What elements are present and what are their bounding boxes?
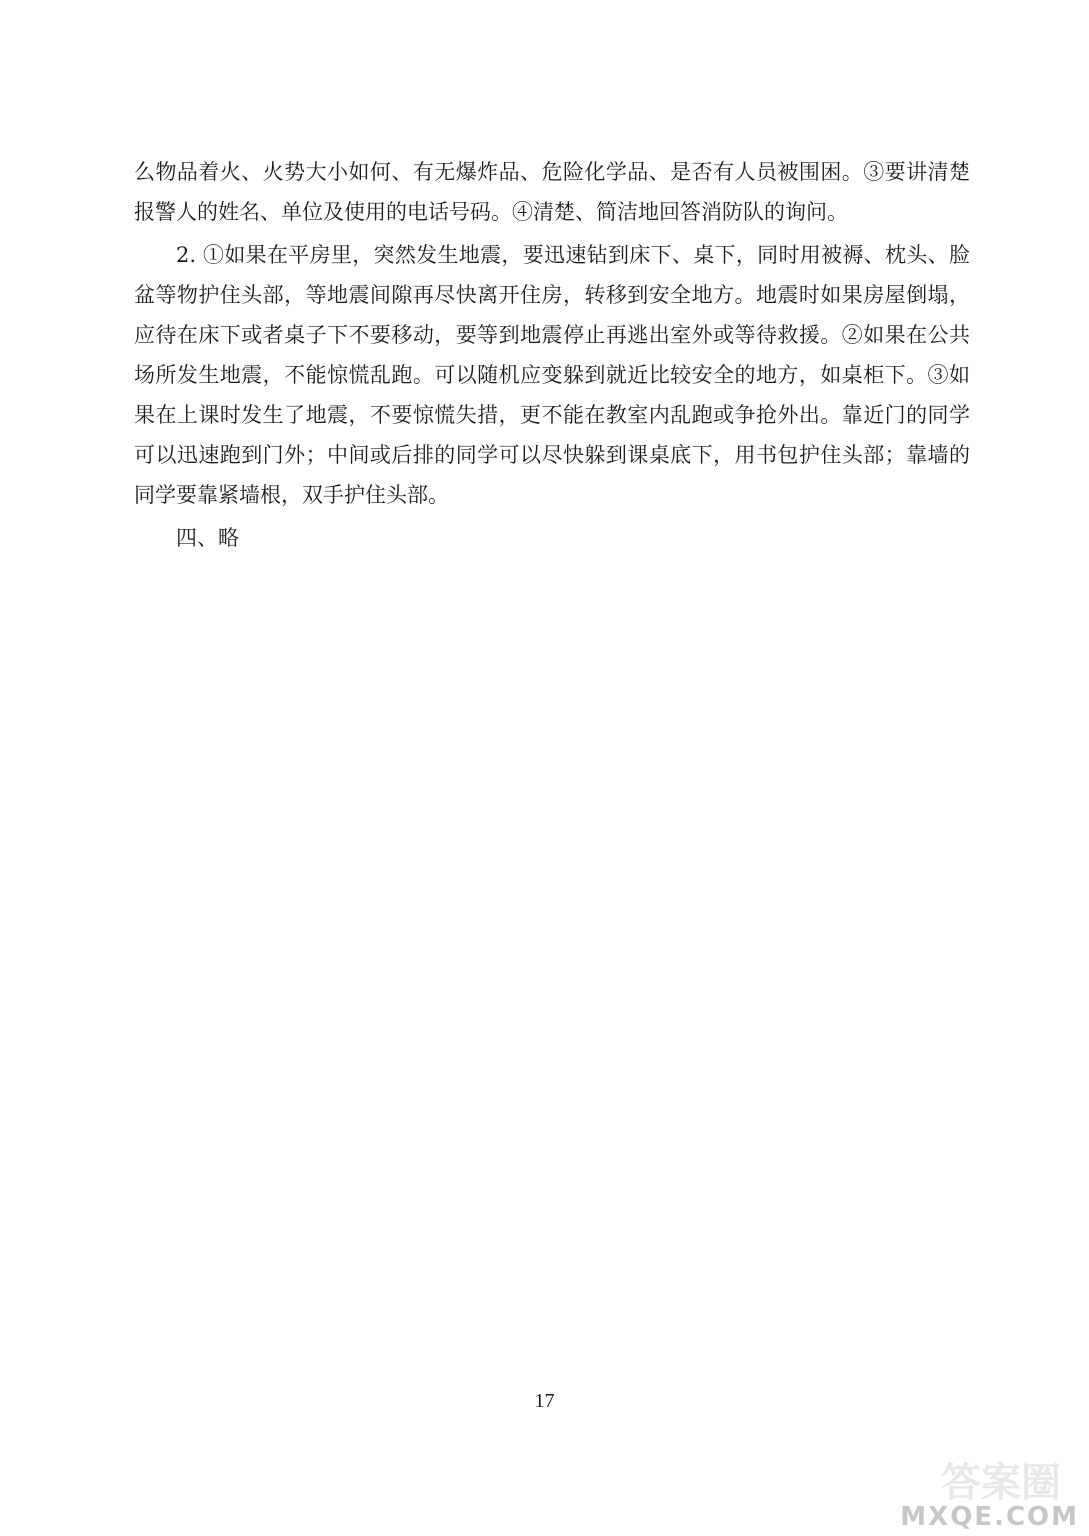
watermark-url: MXQE.COM — [900, 1502, 1079, 1532]
paragraph-answer-2: 2. ①如果在平房里，突然发生地震，要迅速钻到床下、桌下，同时用被褥、枕头、脸盆等物护住头部，等地震间隙再尽快离开住房，转移到安全地方。地震时如果房屋倒塌，应待在床下或者桌子下不要移动，要等到地震停止再逃出室外或等待救援。②如果在公共场所发生地震，不能惊慌乱跑。可以随机应变躲到就近比较安全的地方，如桌柜下。③如果在上课时发生了地震，不要惊慌失措，更不能在教室内乱跑或争抢外出。靠近门的同学可以迅速跑到门外；中间或后排的同学可以尽快躲到课桌底下，用书包护住头部；靠墙的同学要靠紧墙根，双手护住头部。 — [134, 243, 970, 507]
watermark-logo-text: 答案圈 — [941, 1460, 1061, 1506]
document-body — [134, 152, 970, 561]
paragraph-section-4: 四、略 — [176, 526, 239, 550]
paragraph-continuation: 么物品着火、火势大小如何、有无爆炸品、危险化学品、是否有人员被围困。③要讲清楚报警人的姓名、单位及使用的电话号码。④清楚、简洁地回答消防队的询问。 — [134, 160, 970, 224]
page-number: 17 — [534, 1390, 555, 1412]
